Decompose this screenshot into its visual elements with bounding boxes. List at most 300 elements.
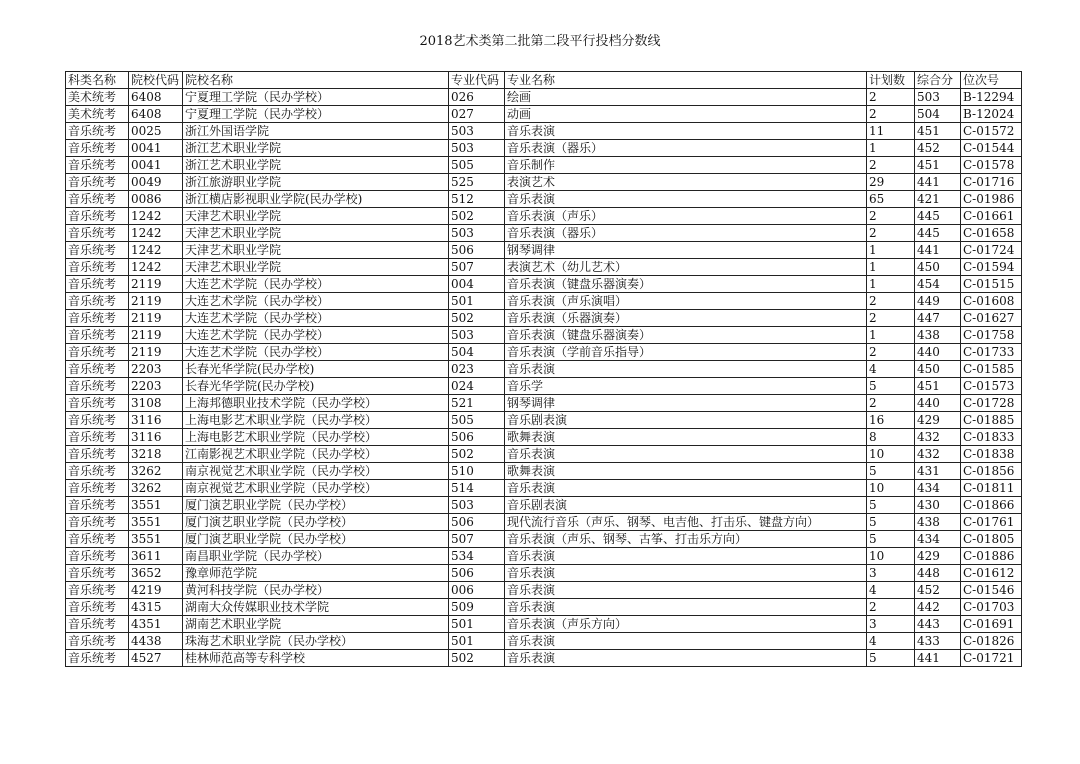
school-code-cell: 0086 [129,191,183,208]
plan-count-cell: 4 [867,582,915,599]
score-cell: 448 [915,565,961,582]
table-row [66,633,1022,650]
school-code-cell: 2203 [129,378,183,395]
category-cell: 音乐统考 [66,480,129,497]
school-name-cell: 浙江旅游职业学院 [183,174,449,191]
major-code-cell: 023 [449,361,505,378]
major-name-cell: 音乐剧表演 [505,497,867,514]
school-name-cell: 桂林师范高等专科学校 [183,650,449,667]
school-name-cell: 湖南大众传媒职业技术学院 [183,599,449,616]
major-name-cell: 绘画 [505,89,867,106]
score-cell: 434 [915,480,961,497]
score-cell: 445 [915,225,961,242]
rank-cell: C-01608 [961,293,1022,310]
major-code-cell: 521 [449,395,505,412]
score-table [65,71,1022,667]
rank-cell: C-01838 [961,446,1022,463]
score-cell: 421 [915,191,961,208]
table-row [66,191,1022,208]
rank-cell: C-01826 [961,633,1022,650]
category-cell: 音乐统考 [66,395,129,412]
table-row [66,548,1022,565]
school-code-cell: 3116 [129,429,183,446]
plan-count-cell: 4 [867,633,915,650]
score-cell: 504 [915,106,961,123]
school-code-cell: 6408 [129,106,183,123]
plan-count-cell: 5 [867,514,915,531]
major-code-cell: 503 [449,225,505,242]
rank-cell: C-01724 [961,242,1022,259]
column-header-major-name: 专业名称 [505,72,867,89]
column-header-plan-count: 计划数 [867,72,915,89]
school-name-cell: 厦门演艺职业学院（民办学校） [183,497,449,514]
major-name-cell: 现代流行音乐（声乐、钢琴、电吉他、打击乐、键盘方向） [505,514,867,531]
plan-count-cell: 11 [867,123,915,140]
major-code-cell: 502 [449,310,505,327]
table-row [66,599,1022,616]
school-name-cell: 天津艺术职业学院 [183,242,449,259]
plan-count-cell: 1 [867,259,915,276]
table-row [66,361,1022,378]
plan-count-cell: 2 [867,208,915,225]
rank-cell: C-01573 [961,378,1022,395]
rank-cell: C-01658 [961,225,1022,242]
category-cell: 音乐统考 [66,361,129,378]
table-row [66,327,1022,344]
category-cell: 音乐统考 [66,565,129,582]
major-name-cell: 音乐表演（键盘乐器演奏） [505,327,867,344]
plan-count-cell: 2 [867,106,915,123]
plan-count-cell: 2 [867,89,915,106]
score-cell: 440 [915,344,961,361]
category-cell: 音乐统考 [66,191,129,208]
major-code-cell: 503 [449,123,505,140]
table-row [66,276,1022,293]
rank-cell: B-12024 [961,106,1022,123]
plan-count-cell: 5 [867,463,915,480]
school-name-cell: 南京视觉艺术职业学院（民办学校） [183,463,449,480]
school-name-cell: 南京视觉艺术职业学院（民办学校） [183,480,449,497]
table-row [66,89,1022,106]
rank-cell: C-01544 [961,140,1022,157]
table-body [66,89,1022,667]
table-row [66,463,1022,480]
major-name-cell: 音乐表演 [505,123,867,140]
school-name-cell: 浙江艺术职业学院 [183,157,449,174]
major-name-cell: 音乐表演（声乐、钢琴、古筝、打击乐方向） [505,531,867,548]
school-code-cell: 4351 [129,616,183,633]
table-row [66,259,1022,276]
school-code-cell: 0041 [129,140,183,157]
major-code-cell: 506 [449,565,505,582]
plan-count-cell: 2 [867,157,915,174]
category-cell: 音乐统考 [66,140,129,157]
score-cell: 451 [915,378,961,395]
major-code-cell: 503 [449,327,505,344]
major-code-cell: 503 [449,140,505,157]
table-row [66,650,1022,667]
score-cell: 447 [915,310,961,327]
column-header-rank: 位次号 [961,72,1022,89]
major-name-cell: 音乐表演（键盘乐器演奏） [505,276,867,293]
score-cell: 452 [915,140,961,157]
major-name-cell: 歌舞表演 [505,463,867,480]
major-code-cell: 534 [449,548,505,565]
plan-count-cell: 16 [867,412,915,429]
plan-count-cell: 4 [867,361,915,378]
rank-cell: C-01758 [961,327,1022,344]
major-name-cell: 音乐表演 [505,548,867,565]
category-cell: 音乐统考 [66,514,129,531]
school-name-cell: 厦门演艺职业学院（民办学校） [183,514,449,531]
school-code-cell: 6408 [129,89,183,106]
school-name-cell: 江南影视艺术职业学院（民办学校） [183,446,449,463]
major-code-cell: 027 [449,106,505,123]
category-cell: 音乐统考 [66,616,129,633]
table-row [66,378,1022,395]
category-cell: 音乐统考 [66,531,129,548]
rank-cell: C-01546 [961,582,1022,599]
major-name-cell: 动画 [505,106,867,123]
score-cell: 440 [915,395,961,412]
school-code-cell: 1242 [129,225,183,242]
school-code-cell: 2119 [129,344,183,361]
table-row [66,140,1022,157]
school-name-cell: 天津艺术职业学院 [183,259,449,276]
rank-cell: C-01572 [961,123,1022,140]
category-cell: 美术统考 [66,89,129,106]
score-cell: 451 [915,123,961,140]
major-code-cell: 026 [449,89,505,106]
score-cell: 441 [915,650,961,667]
plan-count-cell: 1 [867,327,915,344]
table-row [66,395,1022,412]
category-cell: 音乐统考 [66,174,129,191]
major-name-cell: 音乐表演 [505,633,867,650]
school-name-cell: 长春光华学院(民办学校) [183,378,449,395]
table-row [66,582,1022,599]
major-name-cell: 音乐制作 [505,157,867,174]
score-cell: 454 [915,276,961,293]
major-code-cell: 507 [449,531,505,548]
rank-cell: C-01585 [961,361,1022,378]
category-cell: 音乐统考 [66,378,129,395]
category-cell: 音乐统考 [66,123,129,140]
category-cell: 音乐统考 [66,242,129,259]
plan-count-cell: 3 [867,565,915,582]
rank-cell: C-01691 [961,616,1022,633]
plan-count-cell: 1 [867,276,915,293]
school-code-cell: 2119 [129,293,183,310]
category-cell: 音乐统考 [66,548,129,565]
plan-count-cell: 10 [867,480,915,497]
major-code-cell: 506 [449,514,505,531]
major-code-cell: 514 [449,480,505,497]
school-code-cell: 3551 [129,497,183,514]
major-name-cell: 歌舞表演 [505,429,867,446]
school-code-cell: 3551 [129,531,183,548]
score-cell: 452 [915,582,961,599]
major-name-cell: 音乐表演（声乐演唱） [505,293,867,310]
table-row [66,310,1022,327]
table-row [66,429,1022,446]
column-header-school-code: 院校代码 [129,72,183,89]
score-cell: 450 [915,361,961,378]
table-row [66,412,1022,429]
category-cell: 音乐统考 [66,446,129,463]
score-cell: 442 [915,599,961,616]
rank-cell: C-01612 [961,565,1022,582]
major-code-cell: 509 [449,599,505,616]
school-code-cell: 3551 [129,514,183,531]
major-name-cell: 音乐学 [505,378,867,395]
plan-count-cell: 10 [867,548,915,565]
school-name-cell: 长春光华学院(民办学校) [183,361,449,378]
plan-count-cell: 2 [867,225,915,242]
school-name-cell: 大连艺术学院（民办学校） [183,310,449,327]
column-header-major-code: 专业代码 [449,72,505,89]
school-code-cell: 3116 [129,412,183,429]
score-cell: 433 [915,633,961,650]
major-name-cell: 钢琴调律 [505,395,867,412]
major-code-cell: 506 [449,242,505,259]
rank-cell: C-01833 [961,429,1022,446]
category-cell: 音乐统考 [66,208,129,225]
plan-count-cell: 2 [867,310,915,327]
column-header-school-name: 院校名称 [183,72,449,89]
school-name-cell: 厦门演艺职业学院（民办学校） [183,531,449,548]
major-name-cell: 音乐表演 [505,361,867,378]
plan-count-cell: 10 [867,446,915,463]
school-name-cell: 上海邦德职业技术学院（民办学校） [183,395,449,412]
school-name-cell: 豫章师范学院 [183,565,449,582]
major-code-cell: 525 [449,174,505,191]
category-cell: 音乐统考 [66,650,129,667]
score-cell: 434 [915,531,961,548]
table-row [66,208,1022,225]
category-cell: 音乐统考 [66,310,129,327]
category-cell: 音乐统考 [66,225,129,242]
major-code-cell: 512 [449,191,505,208]
category-cell: 音乐统考 [66,293,129,310]
major-name-cell: 表演艺术（幼儿艺术） [505,259,867,276]
rank-cell: C-01703 [961,599,1022,616]
plan-count-cell: 5 [867,497,915,514]
table-row [66,225,1022,242]
school-name-cell: 大连艺术学院（民办学校） [183,327,449,344]
table-row [66,514,1022,531]
rank-cell: C-01805 [961,531,1022,548]
major-code-cell: 502 [449,208,505,225]
rank-cell: C-01627 [961,310,1022,327]
major-name-cell: 音乐表演（学前音乐指导） [505,344,867,361]
category-cell: 音乐统考 [66,599,129,616]
rank-cell: C-01761 [961,514,1022,531]
school-code-cell: 3262 [129,463,183,480]
major-code-cell: 507 [449,259,505,276]
school-code-cell: 3611 [129,548,183,565]
table-row [66,242,1022,259]
major-name-cell: 音乐表演（器乐） [505,140,867,157]
rank-cell: C-01728 [961,395,1022,412]
school-code-cell: 1242 [129,242,183,259]
major-name-cell: 音乐剧表演 [505,412,867,429]
rank-cell: C-01578 [961,157,1022,174]
major-name-cell: 音乐表演（器乐） [505,225,867,242]
score-cell: 445 [915,208,961,225]
category-cell: 美术统考 [66,106,129,123]
school-name-cell: 大连艺术学院（民办学校） [183,276,449,293]
school-name-cell: 上海电影艺术职业学院（民办学校） [183,429,449,446]
category-cell: 音乐统考 [66,429,129,446]
major-name-cell: 钢琴调律 [505,242,867,259]
school-name-cell: 天津艺术职业学院 [183,225,449,242]
major-name-cell: 音乐表演（声乐方向） [505,616,867,633]
school-name-cell: 宁夏理工学院（民办学校） [183,89,449,106]
plan-count-cell: 29 [867,174,915,191]
table-row [66,123,1022,140]
major-code-cell: 501 [449,293,505,310]
major-code-cell: 510 [449,463,505,480]
score-cell: 431 [915,463,961,480]
school-code-cell: 4527 [129,650,183,667]
school-code-cell: 1242 [129,208,183,225]
rank-cell: C-01716 [961,174,1022,191]
plan-count-cell: 3 [867,616,915,633]
score-cell: 432 [915,446,961,463]
table-row [66,616,1022,633]
major-code-cell: 504 [449,344,505,361]
school-name-cell: 大连艺术学院（民办学校） [183,344,449,361]
table-header-row [66,72,1022,89]
major-code-cell: 503 [449,497,505,514]
school-code-cell: 3262 [129,480,183,497]
school-code-cell: 3108 [129,395,183,412]
school-code-cell: 3218 [129,446,183,463]
school-name-cell: 大连艺术学院（民办学校） [183,293,449,310]
score-cell: 503 [915,89,961,106]
plan-count-cell: 8 [867,429,915,446]
major-name-cell: 音乐表演 [505,582,867,599]
school-name-cell: 湖南艺术职业学院 [183,616,449,633]
table-row [66,293,1022,310]
major-name-cell: 音乐表演 [505,191,867,208]
category-cell: 音乐统考 [66,633,129,650]
table-row [66,106,1022,123]
major-code-cell: 502 [449,446,505,463]
score-cell: 429 [915,412,961,429]
table-row [66,446,1022,463]
major-name-cell: 音乐表演（声乐） [505,208,867,225]
category-cell: 音乐统考 [66,157,129,174]
school-code-cell: 0025 [129,123,183,140]
column-header-score: 综合分 [915,72,961,89]
plan-count-cell: 65 [867,191,915,208]
major-code-cell: 505 [449,157,505,174]
rank-cell: B-12294 [961,89,1022,106]
school-code-cell: 3652 [129,565,183,582]
major-name-cell: 音乐表演（乐器演奏） [505,310,867,327]
plan-count-cell: 2 [867,395,915,412]
school-name-cell: 浙江艺术职业学院 [183,140,449,157]
major-name-cell: 音乐表演 [505,446,867,463]
major-code-cell: 024 [449,378,505,395]
rank-cell: C-01856 [961,463,1022,480]
major-name-cell: 音乐表演 [505,480,867,497]
category-cell: 音乐统考 [66,497,129,514]
major-code-cell: 501 [449,616,505,633]
plan-count-cell: 1 [867,242,915,259]
major-name-cell: 音乐表演 [505,599,867,616]
score-cell: 443 [915,616,961,633]
score-cell: 430 [915,497,961,514]
page-title: 2018艺术类第二批第二段平行投档分数线 [419,34,661,49]
school-name-cell: 天津艺术职业学院 [183,208,449,225]
school-name-cell: 宁夏理工学院（民办学校） [183,106,449,123]
school-code-cell: 1242 [129,259,183,276]
category-cell: 音乐统考 [66,463,129,480]
plan-count-cell: 2 [867,293,915,310]
school-code-cell: 2119 [129,327,183,344]
table-row [66,174,1022,191]
category-cell: 音乐统考 [66,276,129,293]
rank-cell: C-01661 [961,208,1022,225]
plan-count-cell: 2 [867,344,915,361]
category-cell: 音乐统考 [66,327,129,344]
rank-cell: C-01733 [961,344,1022,361]
table-row [66,531,1022,548]
column-header-category: 科类名称 [66,72,129,89]
score-cell: 438 [915,514,961,531]
score-cell: 429 [915,548,961,565]
plan-count-cell: 5 [867,650,915,667]
major-code-cell: 502 [449,650,505,667]
category-cell: 音乐统考 [66,412,129,429]
rank-cell: C-01811 [961,480,1022,497]
school-code-cell: 4315 [129,599,183,616]
score-cell: 441 [915,174,961,191]
major-code-cell: 501 [449,633,505,650]
rank-cell: C-01986 [961,191,1022,208]
rank-cell: C-01594 [961,259,1022,276]
score-cell: 432 [915,429,961,446]
major-name-cell: 音乐表演 [505,650,867,667]
major-code-cell: 004 [449,276,505,293]
rank-cell: C-01721 [961,650,1022,667]
school-name-cell: 黄河科技学院（民办学校） [183,582,449,599]
school-code-cell: 2203 [129,361,183,378]
score-cell: 449 [915,293,961,310]
plan-count-cell: 1 [867,140,915,157]
category-cell: 音乐统考 [66,259,129,276]
school-name-cell: 上海电影艺术职业学院（民办学校） [183,412,449,429]
school-name-cell: 浙江外国语学院 [183,123,449,140]
school-code-cell: 4219 [129,582,183,599]
category-cell: 音乐统考 [66,344,129,361]
table-row [66,565,1022,582]
school-code-cell: 4438 [129,633,183,650]
major-name-cell: 音乐表演 [505,565,867,582]
score-cell: 441 [915,242,961,259]
plan-count-cell: 5 [867,531,915,548]
school-code-cell: 0041 [129,157,183,174]
school-name-cell: 南昌职业学院（民办学校） [183,548,449,565]
table-row [66,497,1022,514]
school-code-cell: 2119 [129,310,183,327]
table-row [66,344,1022,361]
plan-count-cell: 5 [867,378,915,395]
plan-count-cell: 2 [867,599,915,616]
